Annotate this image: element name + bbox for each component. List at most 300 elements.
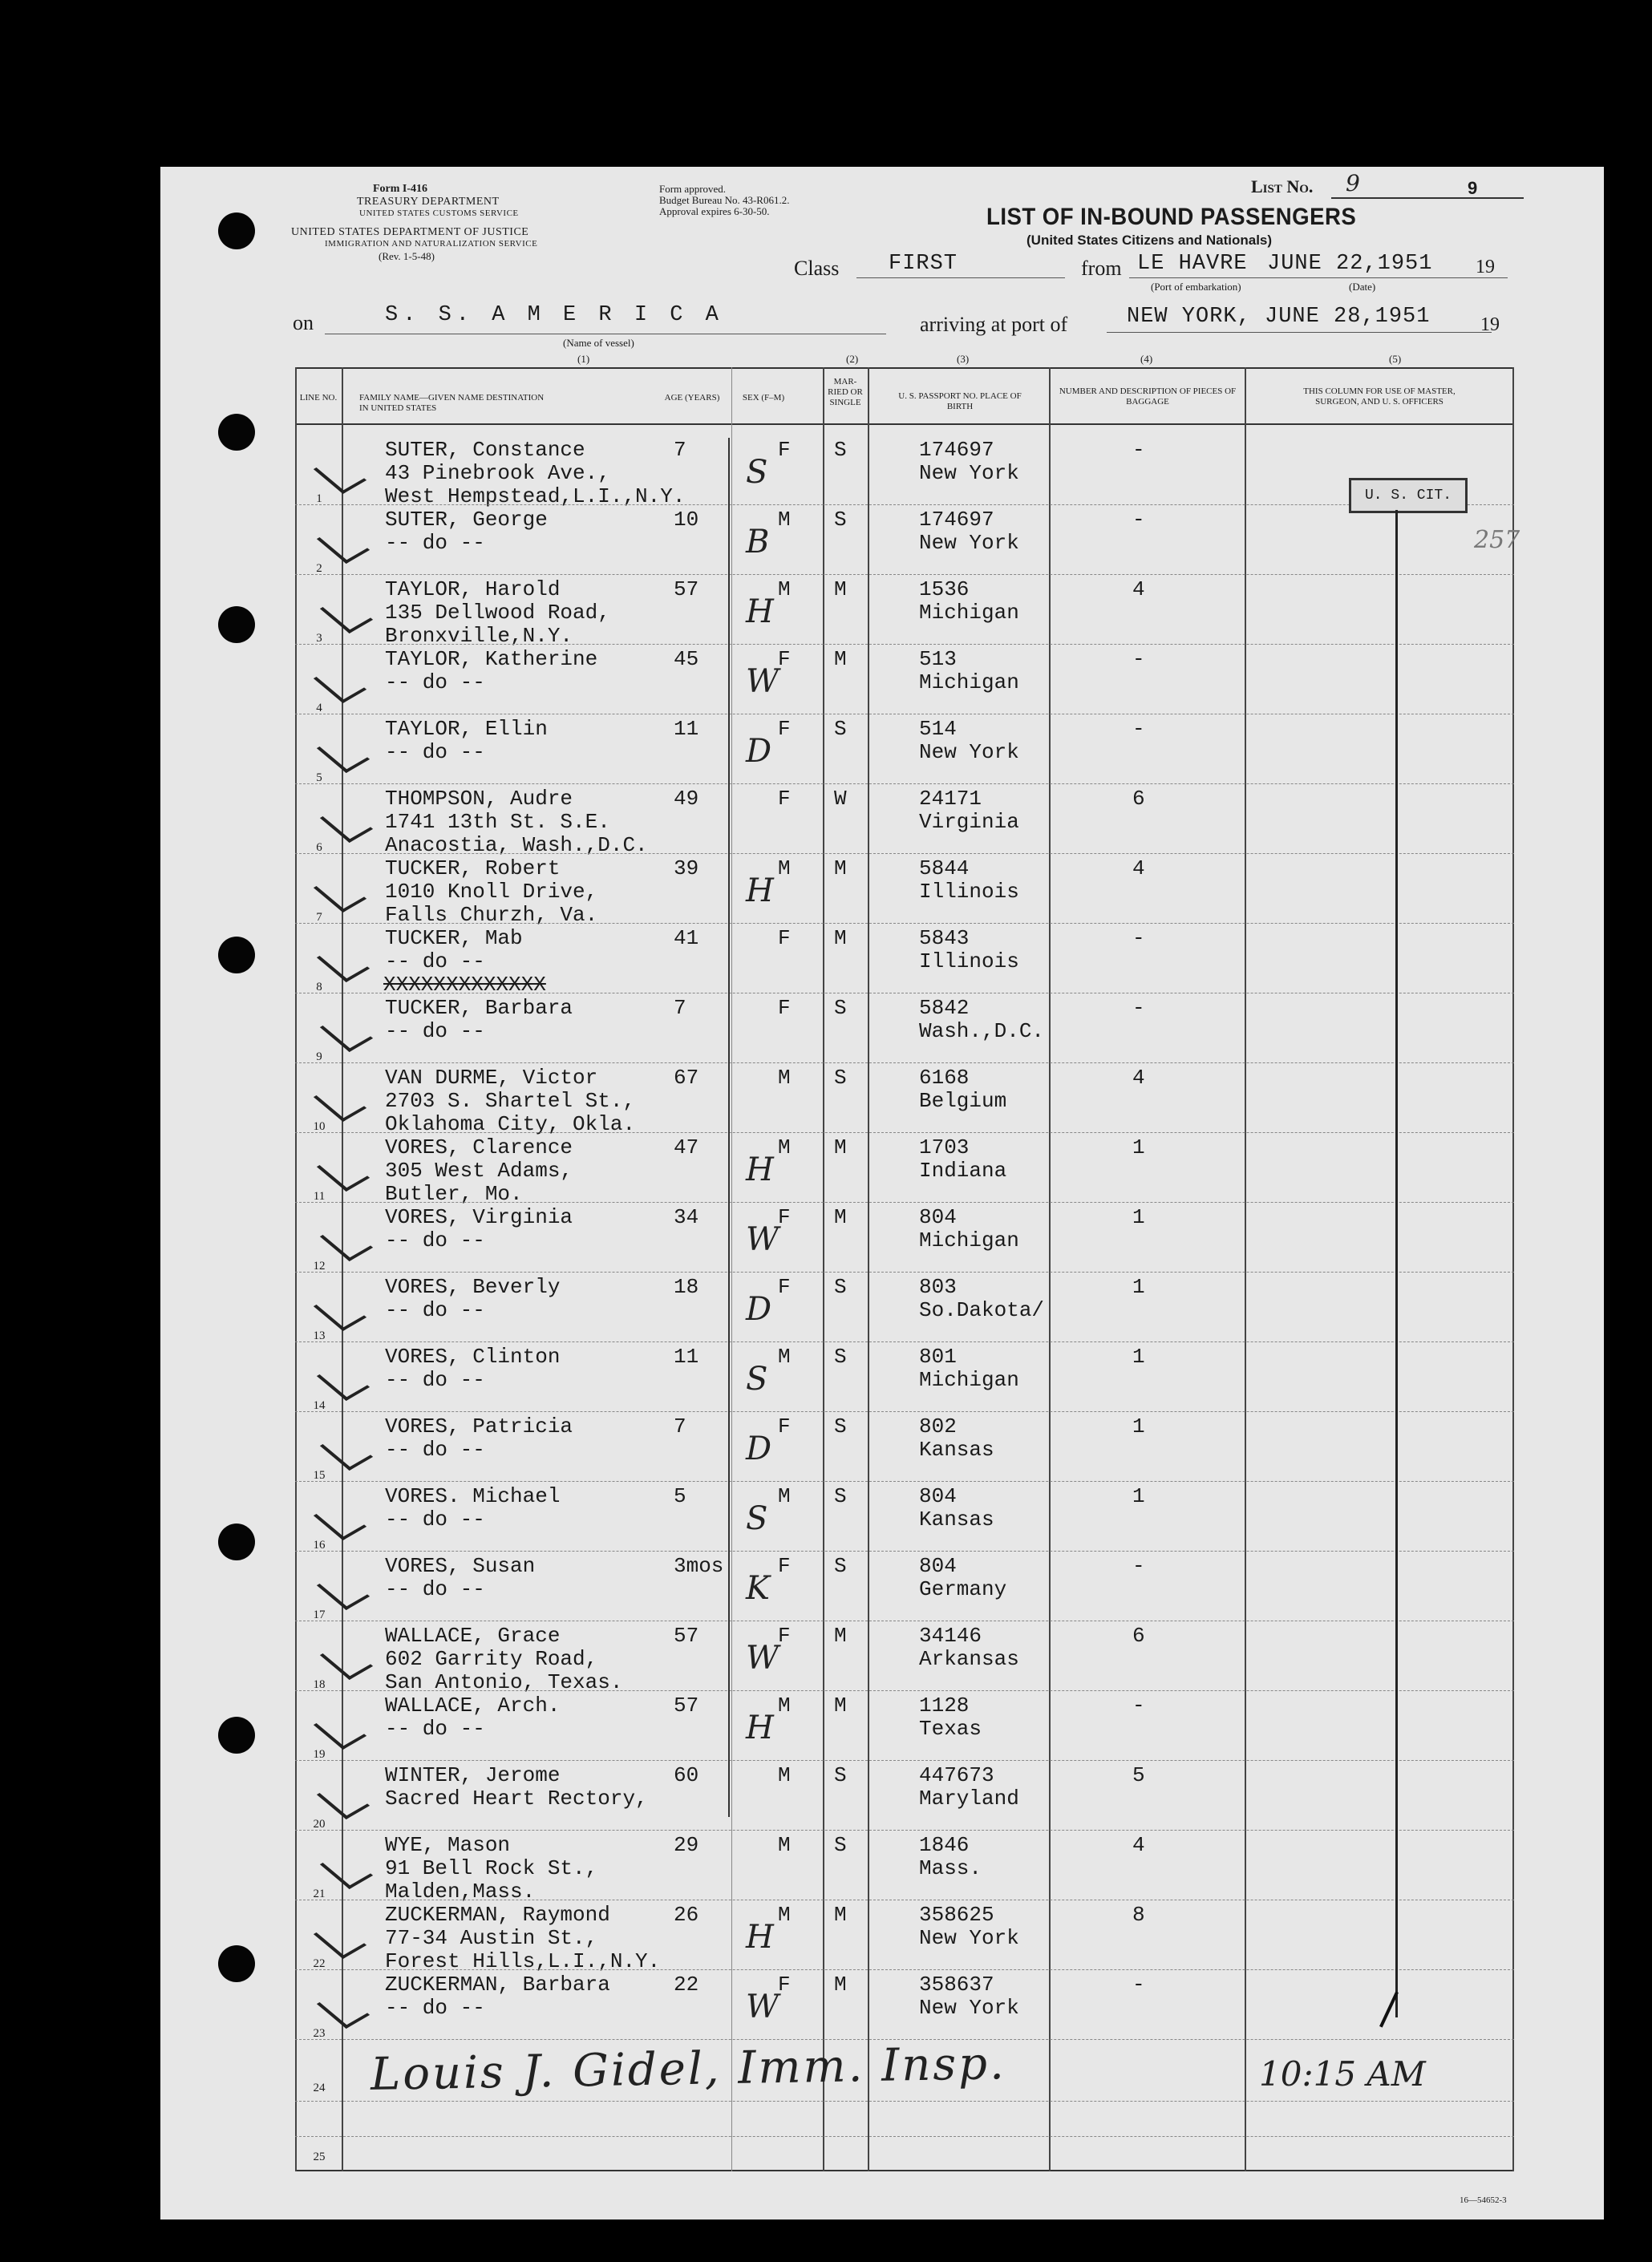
passenger-address: 305 West Adams, bbox=[385, 1159, 573, 1183]
line-number: 25 bbox=[313, 2151, 326, 2163]
place-of-birth: Wash.,D.C. bbox=[919, 1019, 1045, 1043]
line-number: 10 bbox=[313, 1120, 326, 1133]
line-number: 21 bbox=[313, 1888, 326, 1900]
page-subtitle: (United States Citizens and Nationals) bbox=[1026, 233, 1273, 248]
line-number: 16 bbox=[313, 1539, 326, 1552]
row-divider bbox=[295, 923, 1514, 924]
baggage-count: 1 bbox=[1132, 1275, 1145, 1299]
vessel-name: S. S. A M E R I C A bbox=[385, 303, 723, 327]
marital-status: M bbox=[834, 1973, 847, 1997]
baggage-count: 1 bbox=[1132, 1135, 1145, 1159]
sex-value: F bbox=[778, 996, 791, 1020]
list-no-label: List No. bbox=[1251, 176, 1314, 196]
place-of-birth: Maryland bbox=[919, 1787, 1019, 1811]
family-bracket bbox=[728, 438, 735, 1817]
row-divider bbox=[295, 1202, 1514, 1203]
passport-number: 358637 bbox=[919, 1973, 994, 1997]
passenger-address: 91 Bell Rock St., bbox=[385, 1856, 598, 1880]
marital-status: S bbox=[834, 1066, 847, 1090]
col-divider-passport bbox=[868, 367, 869, 2171]
passport-number: 514 bbox=[919, 717, 957, 741]
customs-service: UNITED STATES CUSTOMS SERVICE bbox=[359, 208, 519, 218]
col-2-label: (2) bbox=[846, 353, 859, 365]
sex-value: M bbox=[778, 1903, 791, 1927]
marital-status: W bbox=[834, 787, 847, 811]
passport-number: 804 bbox=[919, 1205, 957, 1229]
col-5-label: (5) bbox=[1389, 353, 1402, 365]
row-divider bbox=[295, 644, 1514, 645]
place-of-birth: New York bbox=[919, 1926, 1019, 1950]
punch-hole bbox=[218, 606, 255, 643]
handwritten-mark: W bbox=[746, 1221, 779, 1258]
ins-service: IMMIGRATION AND NATURALIZATION SERVICE bbox=[325, 239, 538, 249]
punch-hole bbox=[218, 1945, 255, 1982]
passport-number: 6168 bbox=[919, 1066, 970, 1090]
sex-value: F bbox=[778, 647, 791, 671]
passenger-name: TAYLOR, Harold bbox=[385, 577, 561, 601]
handwritten-mark: W bbox=[746, 663, 779, 700]
baggage-count: 6 bbox=[1132, 1624, 1145, 1648]
baggage-count: 5 bbox=[1132, 1763, 1145, 1787]
place-of-birth: Belgium bbox=[919, 1089, 1007, 1113]
inspector-signature: Louis J. Gidel, Imm. Insp. bbox=[370, 2037, 1007, 2101]
row-divider bbox=[295, 1690, 1514, 1691]
handwritten-mark: H bbox=[746, 872, 774, 909]
passport-number: 803 bbox=[919, 1275, 957, 1299]
marital-status: S bbox=[834, 1414, 847, 1439]
approval-expires: Approval expires 6-30-50. bbox=[659, 205, 770, 217]
list-no-underline bbox=[1331, 197, 1524, 199]
line-number: 5 bbox=[316, 771, 322, 784]
col-divider-married bbox=[823, 367, 824, 2171]
place-of-birth: Michigan bbox=[919, 670, 1019, 694]
line-number: 22 bbox=[313, 1957, 326, 1970]
sex-value: F bbox=[778, 438, 791, 462]
baggage-count: 6 bbox=[1132, 787, 1145, 811]
line-number: 19 bbox=[313, 1748, 326, 1761]
passport-number: 801 bbox=[919, 1345, 957, 1369]
place-of-birth: Texas bbox=[919, 1717, 982, 1741]
place-of-birth: Arkansas bbox=[919, 1647, 1019, 1671]
sex-value: M bbox=[778, 577, 791, 601]
line-number: 14 bbox=[313, 1399, 326, 1412]
marital-status: S bbox=[834, 996, 847, 1020]
date-caption: (Date) bbox=[1349, 281, 1376, 293]
passenger-address: 2703 S. Shartel St., bbox=[385, 1089, 636, 1113]
line-number: 18 bbox=[313, 1678, 326, 1691]
officer-vertical-line bbox=[1395, 510, 1398, 2017]
passenger-address: 1010 Knoll Drive, bbox=[385, 880, 598, 904]
handwritten-mark: S bbox=[746, 454, 768, 491]
line-number: 12 bbox=[313, 1260, 326, 1273]
us-citizen-stamp: U. S. CIT. bbox=[1349, 478, 1468, 513]
passenger-address: -- do -- bbox=[385, 1228, 485, 1252]
col-1-label: (1) bbox=[577, 353, 590, 365]
embark-date: JUNE 22,1951 bbox=[1267, 252, 1433, 276]
passenger-name: VORES, Susan bbox=[385, 1554, 536, 1578]
age-value: 26 bbox=[674, 1903, 699, 1927]
handwritten-mark: H bbox=[746, 593, 774, 630]
sex-value: M bbox=[778, 1484, 791, 1508]
header-married: MAR-RIED OR SINGLE bbox=[828, 377, 863, 407]
handwritten-mark: W bbox=[746, 1640, 779, 1677]
passenger-address: 43 Pinebrook Ave., bbox=[385, 461, 610, 485]
col-4-label: (4) bbox=[1140, 353, 1153, 365]
passenger-address: Malden,Mass. bbox=[385, 1880, 536, 1904]
margin-number: 257 bbox=[1474, 526, 1520, 554]
marital-status: S bbox=[834, 508, 847, 532]
justice-dept: UNITED STATES DEPARTMENT OF JUSTICE bbox=[291, 226, 529, 238]
marital-status: S bbox=[834, 1345, 847, 1369]
check-mark-icon bbox=[314, 874, 366, 912]
baggage-count: 1 bbox=[1132, 1205, 1145, 1229]
sex-value: M bbox=[778, 508, 791, 532]
row-divider bbox=[295, 574, 1514, 575]
handwritten-mark: H bbox=[746, 1710, 774, 1746]
place-of-birth: Indiana bbox=[919, 1159, 1007, 1183]
baggage-count: 1 bbox=[1132, 1345, 1145, 1369]
age-value: 57 bbox=[674, 577, 699, 601]
passenger-name: TUCKER, Robert bbox=[385, 856, 561, 880]
baggage-count: 1 bbox=[1132, 1414, 1145, 1439]
check-mark-icon bbox=[317, 1362, 370, 1401]
line-number: 17 bbox=[313, 1608, 326, 1621]
age-value: 57 bbox=[674, 1624, 699, 1648]
line-number: 9 bbox=[316, 1050, 322, 1063]
age-value: 29 bbox=[674, 1833, 699, 1857]
header-line-no: LINE NO. bbox=[299, 393, 338, 403]
handwritten-mark: H bbox=[746, 1151, 774, 1188]
age-value: 18 bbox=[674, 1275, 699, 1299]
line-number: 1 bbox=[316, 492, 322, 505]
place-of-birth: Germany bbox=[919, 1577, 1007, 1601]
row-divider bbox=[295, 2136, 1514, 2137]
passport-number: 513 bbox=[919, 647, 957, 671]
class-label: Class bbox=[794, 257, 840, 280]
passenger-address: Bronxville,N.Y. bbox=[385, 624, 573, 648]
arrival-port-date: NEW YORK, JUNE 28,1951 bbox=[1127, 305, 1431, 329]
check-mark-icon bbox=[320, 595, 373, 633]
row-divider bbox=[295, 1341, 1514, 1342]
baggage-count: - bbox=[1132, 996, 1145, 1020]
passport-number: 802 bbox=[919, 1414, 957, 1439]
header-officers: THIS COLUMN FOR USE OF MASTER, SURGEON, AND U. S. OFFICERS bbox=[1303, 386, 1456, 407]
age-value: 45 bbox=[674, 647, 699, 671]
handwritten-mark: D bbox=[746, 733, 772, 770]
passenger-name: WYE, Mason bbox=[385, 1833, 511, 1857]
sex-value: F bbox=[778, 1554, 791, 1578]
passenger-address: -- do -- bbox=[385, 1368, 485, 1392]
marital-status: S bbox=[834, 1763, 847, 1787]
handwritten-mark: K bbox=[746, 1570, 770, 1607]
age-value: 7 bbox=[674, 438, 686, 462]
row-divider bbox=[295, 1132, 1514, 1133]
baggage-count: 8 bbox=[1132, 1903, 1145, 1927]
age-value: 67 bbox=[674, 1066, 699, 1090]
passenger-name: WALLACE, Arch. bbox=[385, 1693, 561, 1718]
table-top-border bbox=[295, 367, 1514, 369]
marital-status: S bbox=[834, 717, 847, 741]
sex-value: F bbox=[778, 1414, 791, 1439]
sex-value: F bbox=[778, 787, 791, 811]
sex-value: M bbox=[778, 1693, 791, 1718]
check-mark-icon bbox=[320, 1014, 373, 1052]
passport-number: 174697 bbox=[919, 438, 994, 462]
baggage-count: 4 bbox=[1132, 1066, 1145, 1090]
baggage-count: - bbox=[1132, 1693, 1145, 1718]
punch-hole bbox=[218, 1717, 255, 1754]
list-no-handwritten: 9 bbox=[1346, 170, 1360, 196]
arrival-underline bbox=[1107, 332, 1492, 333]
class-value: FIRST bbox=[889, 252, 958, 276]
check-mark-icon bbox=[317, 1990, 370, 2029]
page-title: LIST OF IN-BOUND PASSENGERS bbox=[986, 204, 1357, 230]
port-caption: (Port of embarkation) bbox=[1151, 281, 1241, 293]
passenger-address: San Antonio, Texas. bbox=[385, 1670, 623, 1694]
marital-status: S bbox=[834, 1833, 847, 1857]
place-of-birth: Michigan bbox=[919, 1368, 1019, 1392]
punch-hole bbox=[218, 937, 255, 973]
age-value: 57 bbox=[674, 1693, 699, 1718]
row-divider bbox=[295, 1830, 1514, 1831]
line-number: 7 bbox=[316, 911, 322, 924]
marital-status: M bbox=[834, 647, 847, 671]
punch-hole bbox=[218, 1524, 255, 1560]
passenger-address: Anacostia, Wash.,D.C. bbox=[385, 833, 648, 857]
passenger-address: West Hempstead,L.I.,N.Y. bbox=[385, 484, 686, 508]
passenger-address: 1741 13th St. S.E. bbox=[385, 810, 610, 834]
marital-status: M bbox=[834, 1135, 847, 1159]
marital-status: M bbox=[834, 1693, 847, 1718]
handwritten-mark: H bbox=[746, 1919, 774, 1956]
handwritten-mark: W bbox=[746, 1989, 779, 2025]
passenger-name: VORES, Clarence bbox=[385, 1135, 573, 1159]
header-bottom-border bbox=[295, 423, 1514, 425]
baggage-count: - bbox=[1132, 717, 1145, 741]
passenger-name: VORES, Patricia bbox=[385, 1414, 573, 1439]
age-value: 11 bbox=[674, 717, 699, 741]
place-of-birth: Mass. bbox=[919, 1856, 982, 1880]
passenger-address: -- do -- bbox=[385, 1298, 485, 1322]
arriving-label: arriving at port of bbox=[920, 313, 1068, 336]
year-prefix: 19 bbox=[1476, 257, 1495, 277]
place-of-birth: New York bbox=[919, 531, 1019, 555]
row-divider bbox=[295, 1062, 1514, 1063]
sex-value: F bbox=[778, 1973, 791, 1997]
col-divider-officers bbox=[1245, 367, 1246, 2171]
marital-status: M bbox=[834, 856, 847, 880]
sex-value: F bbox=[778, 1205, 791, 1229]
passenger-address: Sacred Heart Rectory, bbox=[385, 1787, 648, 1811]
age-value: 41 bbox=[674, 926, 699, 950]
check-mark-icon bbox=[320, 1851, 373, 1889]
check-mark-icon bbox=[320, 1641, 373, 1680]
sex-value: M bbox=[778, 1345, 791, 1369]
treasury-dept: TREASURY DEPARTMENT bbox=[357, 196, 500, 208]
list-no-stamp: 9 bbox=[1468, 178, 1478, 198]
age-value: 7 bbox=[674, 996, 686, 1020]
check-mark-icon bbox=[317, 1153, 370, 1192]
check-mark-icon bbox=[317, 525, 370, 564]
passenger-address: XXXXXXXXXXXXX bbox=[383, 973, 546, 997]
place-of-birth: Illinois bbox=[919, 949, 1019, 973]
sex-value: F bbox=[778, 926, 791, 950]
passenger-address: -- do -- bbox=[385, 949, 485, 973]
place-of-birth: New York bbox=[919, 461, 1019, 485]
line-number: 2 bbox=[316, 562, 322, 575]
passport-number: 5842 bbox=[919, 996, 970, 1020]
baggage-count: - bbox=[1132, 508, 1145, 532]
passenger-name: VORES. Michael bbox=[385, 1484, 561, 1508]
passenger-address: -- do -- bbox=[385, 740, 485, 764]
line-number: 23 bbox=[313, 2027, 326, 2040]
baggage-count: 4 bbox=[1132, 856, 1145, 880]
passenger-name: THOMPSON, Audre bbox=[385, 787, 573, 811]
handwritten-mark: S bbox=[746, 1361, 768, 1398]
baggage-count: - bbox=[1132, 1973, 1145, 1997]
punch-hole bbox=[218, 212, 255, 249]
line-number: 8 bbox=[316, 981, 322, 993]
passport-number: 804 bbox=[919, 1484, 957, 1508]
row-divider bbox=[295, 1551, 1514, 1552]
marital-status: M bbox=[834, 1205, 847, 1229]
sex-value: M bbox=[778, 1135, 791, 1159]
marital-status: S bbox=[834, 1484, 847, 1508]
marital-status: M bbox=[834, 1903, 847, 1927]
place-of-birth: So.Dakota/ bbox=[919, 1298, 1045, 1322]
check-mark-icon bbox=[314, 1502, 366, 1540]
passport-number: 447673 bbox=[919, 1763, 994, 1787]
header-name: FAMILY NAME—GIVEN NAME DESTINATION IN UNITED STATES bbox=[359, 393, 545, 413]
row-divider bbox=[295, 1969, 1514, 1970]
passenger-name: VORES, Virginia bbox=[385, 1205, 573, 1229]
passenger-address: -- do -- bbox=[385, 1507, 485, 1532]
passenger-name: SUTER, George bbox=[385, 508, 548, 532]
row-divider bbox=[295, 1411, 1514, 1412]
passport-number: 358625 bbox=[919, 1903, 994, 1927]
age-value: 49 bbox=[674, 787, 699, 811]
passenger-name: WINTER, Jerome bbox=[385, 1763, 561, 1787]
header-age: AGE (YEARS) bbox=[664, 393, 720, 403]
row-divider bbox=[295, 1272, 1514, 1273]
passenger-address: 602 Garrity Road, bbox=[385, 1647, 598, 1671]
check-mark-icon bbox=[314, 1920, 366, 1959]
passenger-address: -- do -- bbox=[385, 1019, 485, 1043]
date-underline bbox=[1267, 277, 1508, 278]
header-sex: SEX (F–M) bbox=[742, 393, 785, 403]
place-of-birth: Michigan bbox=[919, 1228, 1019, 1252]
passport-number: 174697 bbox=[919, 508, 994, 532]
table-left-border bbox=[295, 367, 297, 2171]
handwritten-mark: B bbox=[746, 524, 770, 560]
age-value: 34 bbox=[674, 1205, 699, 1229]
row-divider bbox=[295, 1760, 1514, 1761]
check-mark-icon bbox=[317, 734, 370, 773]
passenger-address: -- do -- bbox=[385, 670, 485, 694]
baggage-count: - bbox=[1132, 647, 1145, 671]
check-mark-icon bbox=[317, 1781, 370, 1819]
age-value: 11 bbox=[674, 1345, 699, 1369]
marital-status: S bbox=[834, 1554, 847, 1578]
passenger-name: VORES, Clinton bbox=[385, 1345, 561, 1369]
check-mark-icon bbox=[320, 1223, 373, 1261]
sex-value: F bbox=[778, 1624, 791, 1648]
check-mark-icon bbox=[314, 1711, 366, 1750]
row-divider bbox=[295, 853, 1514, 854]
passport-number: 804 bbox=[919, 1554, 957, 1578]
form-approved: Form approved. bbox=[659, 183, 727, 195]
marital-status: M bbox=[834, 926, 847, 950]
baggage-count: - bbox=[1132, 926, 1145, 950]
footer-code: 16—54652-3 bbox=[1460, 2195, 1507, 2205]
marital-status: M bbox=[834, 577, 847, 601]
sex-value: F bbox=[778, 1275, 791, 1299]
passport-number: 34146 bbox=[919, 1624, 982, 1648]
passenger-name: VAN DURME, Victor bbox=[385, 1066, 598, 1090]
check-mark-icon bbox=[320, 1432, 373, 1471]
age-value: 5 bbox=[674, 1484, 686, 1508]
on-label: on bbox=[293, 311, 314, 334]
col-divider-line bbox=[342, 367, 343, 2171]
baggage-count: 1 bbox=[1132, 1484, 1145, 1508]
passenger-name: SUTER, Constance bbox=[385, 438, 585, 462]
line-number: 24 bbox=[313, 2082, 326, 2094]
marital-status: S bbox=[834, 438, 847, 462]
passenger-name: ZUCKERMAN, Barbara bbox=[385, 1973, 610, 1997]
passenger-address: Oklahoma City, Okla. bbox=[385, 1112, 636, 1136]
form-number: Form I-416 bbox=[373, 183, 428, 195]
passport-number: 1536 bbox=[919, 577, 970, 601]
port-of-embarkation: LE HAVRE bbox=[1137, 252, 1248, 276]
revision: (Rev. 1-5-48) bbox=[379, 250, 435, 262]
passenger-name: TAYLOR, Katherine bbox=[385, 647, 598, 671]
age-value: 60 bbox=[674, 1763, 699, 1787]
passenger-name: TUCKER, Mab bbox=[385, 926, 523, 950]
table-bottom-border bbox=[295, 2170, 1514, 2171]
row-divider bbox=[295, 783, 1514, 784]
age-value: 47 bbox=[674, 1135, 699, 1159]
check-mark-icon bbox=[314, 665, 366, 703]
class-underline bbox=[856, 277, 1065, 278]
place-of-birth: Virginia bbox=[919, 810, 1019, 834]
passenger-address: Butler, Mo. bbox=[385, 1182, 523, 1206]
sex-value: M bbox=[778, 1833, 791, 1857]
baggage-count: 4 bbox=[1132, 577, 1145, 601]
check-mark-icon bbox=[320, 804, 373, 843]
passport-number: 5844 bbox=[919, 856, 970, 880]
place-of-birth: Kansas bbox=[919, 1507, 994, 1532]
check-mark-icon bbox=[314, 1293, 366, 1331]
sex-value: M bbox=[778, 1066, 791, 1090]
age-value: 3mos bbox=[674, 1554, 724, 1578]
vessel-caption: (Name of vessel) bbox=[563, 337, 634, 349]
header-passport: U. S. PASSPORT NO. PLACE OF BIRTH bbox=[898, 391, 1022, 411]
place-of-birth: Illinois bbox=[919, 880, 1019, 904]
line-number: 3 bbox=[316, 632, 322, 645]
sex-value: M bbox=[778, 856, 791, 880]
sex-value: M bbox=[778, 1763, 791, 1787]
check-mark-icon bbox=[314, 1083, 366, 1122]
place-of-birth: Kansas bbox=[919, 1438, 994, 1462]
line-number: 11 bbox=[313, 1190, 326, 1203]
from-label: from bbox=[1081, 257, 1122, 280]
age-value: 10 bbox=[674, 508, 699, 532]
check-mark-icon bbox=[317, 944, 370, 982]
baggage-count: - bbox=[1132, 1554, 1145, 1578]
passenger-name: TAYLOR, Ellin bbox=[385, 717, 548, 741]
passenger-address: -- do -- bbox=[385, 1996, 485, 2020]
place-of-birth: Michigan bbox=[919, 601, 1019, 625]
